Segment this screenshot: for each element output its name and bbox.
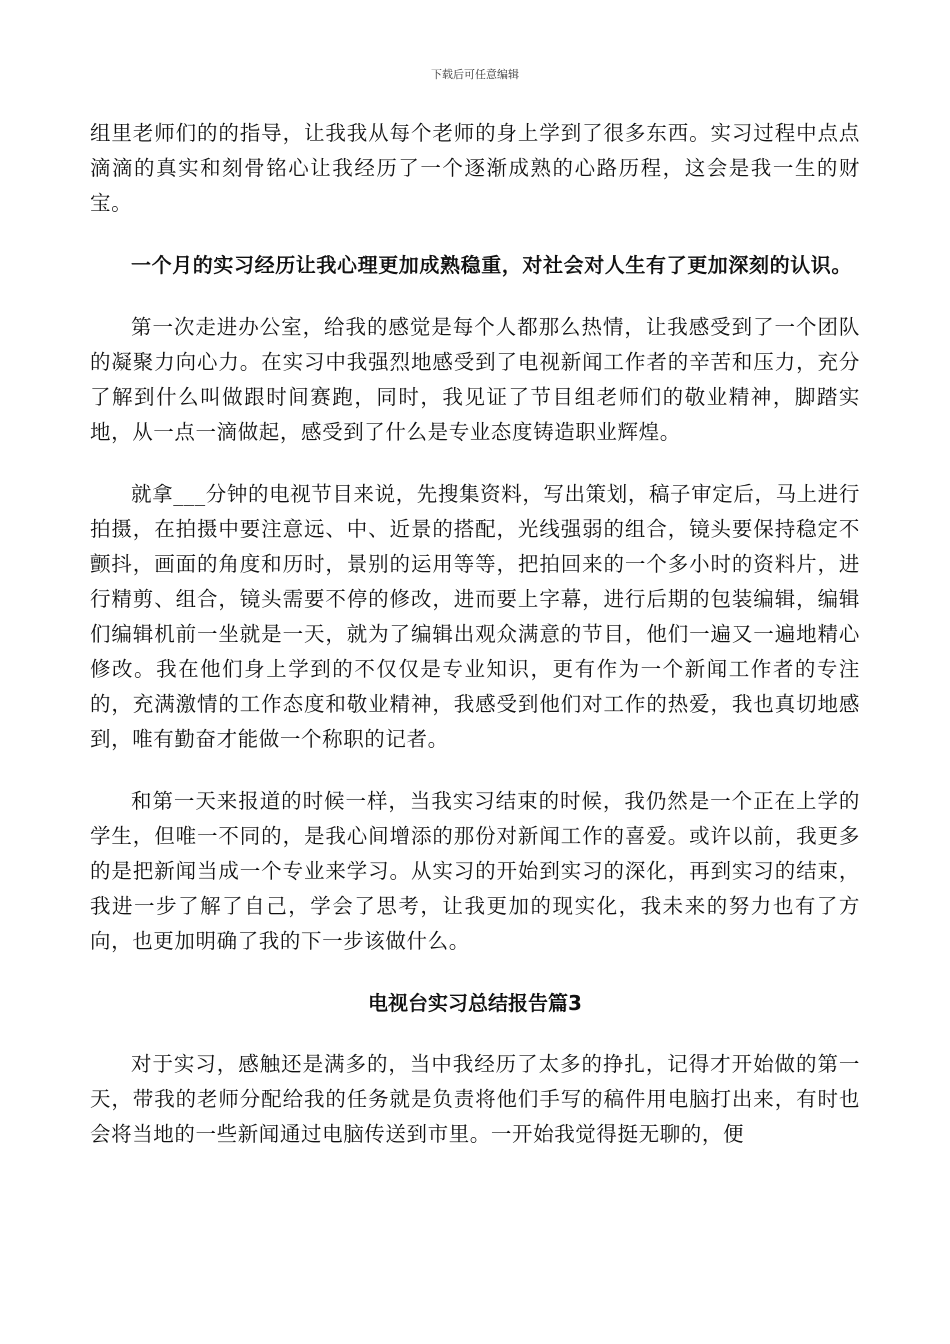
paragraph-5: 和第一天来报道的时候一样，当我实习结束的时候，我仍然是一个正在上学的学生，但唯一不同的，是我心间增添的那份对新闻工作的喜爱。或许以前，我更多的是把新闻当成一个专业来学习。从实习的开始到实习的深化，再到实习的结束，我进一步了解了自己，学会了思考，让我更加的现实化，我未来的努力也有了方向，也更加明确了我的下一步该做什么。 [90, 789, 860, 953]
paragraph-6: 对于实习，感触还是满多的，当中我经历了太多的挣扎，记得才开始做的第一天，带我的老师分配给我的任务就是负责将他们手写的稿件用电脑打出来，有时也会将当地的一些新闻通过电脑传送到市里。一开始我觉得挺无聊的，便 [90, 1052, 860, 1146]
paragraph-1: 组里老师们的的指导，让我我从每个老师的身上学到了很多东西。实习过程中点点滴滴的真实和刻骨铭心让我经历了一个逐渐成熟的心路历程，这会是我一生的财宝。 [90, 121, 860, 215]
paragraph-3: 第一次走进办公室，给我的感觉是每个人都那么热情，让我感受到了一个团队的凝聚力向心力。在实习中我强烈地感受到了电视新闻工作者的辛苦和压力，充分了解到什么叫做跟时间赛跑，同时，我见证了节目组老师们的敬业精神，脚踏实地，从一点一滴做起，感受到了什么是专业态度铸造职业辉煌。 [90, 315, 860, 444]
paragraph-2-bold: 一个月的实习经历让我心理更加成熟稳重，对社会对人生有了更加深刻的认识。 [131, 253, 852, 277]
page-header: 下载后可任意编辑 [431, 68, 519, 81]
document-body [90, 116, 860, 1179]
paragraph-4: 就拿___分钟的电视节目来说，先搜集资料，写出策划，稿子审定后，马上进行拍摄，在拍摄中要注意远、中、近景的搭配，光线强弱的组合，镜头要保持稳定不颤抖，画面的角度和历时，景别的运用等等，把拍回来的一个多小时的资料片，进行精剪、组合，镜头需要不停的修改，进而要上字幕，进行后期的包装编辑，编辑们编辑机前一坐就是一天，就为了编辑出观众满意的节目，他们一遍又一遍地精心修改。我在他们身上学到的不仅仅是专业知识，更有作为一个新闻工作者的专注的，充满激情的工作态度和敬业精神，我感受到他们对工作的热爱，我也真切地感到，唯有勤奋才能做一个称职的记者。 [90, 482, 860, 751]
section-heading: 电视台实习总结报告篇3 [368, 991, 582, 1015]
